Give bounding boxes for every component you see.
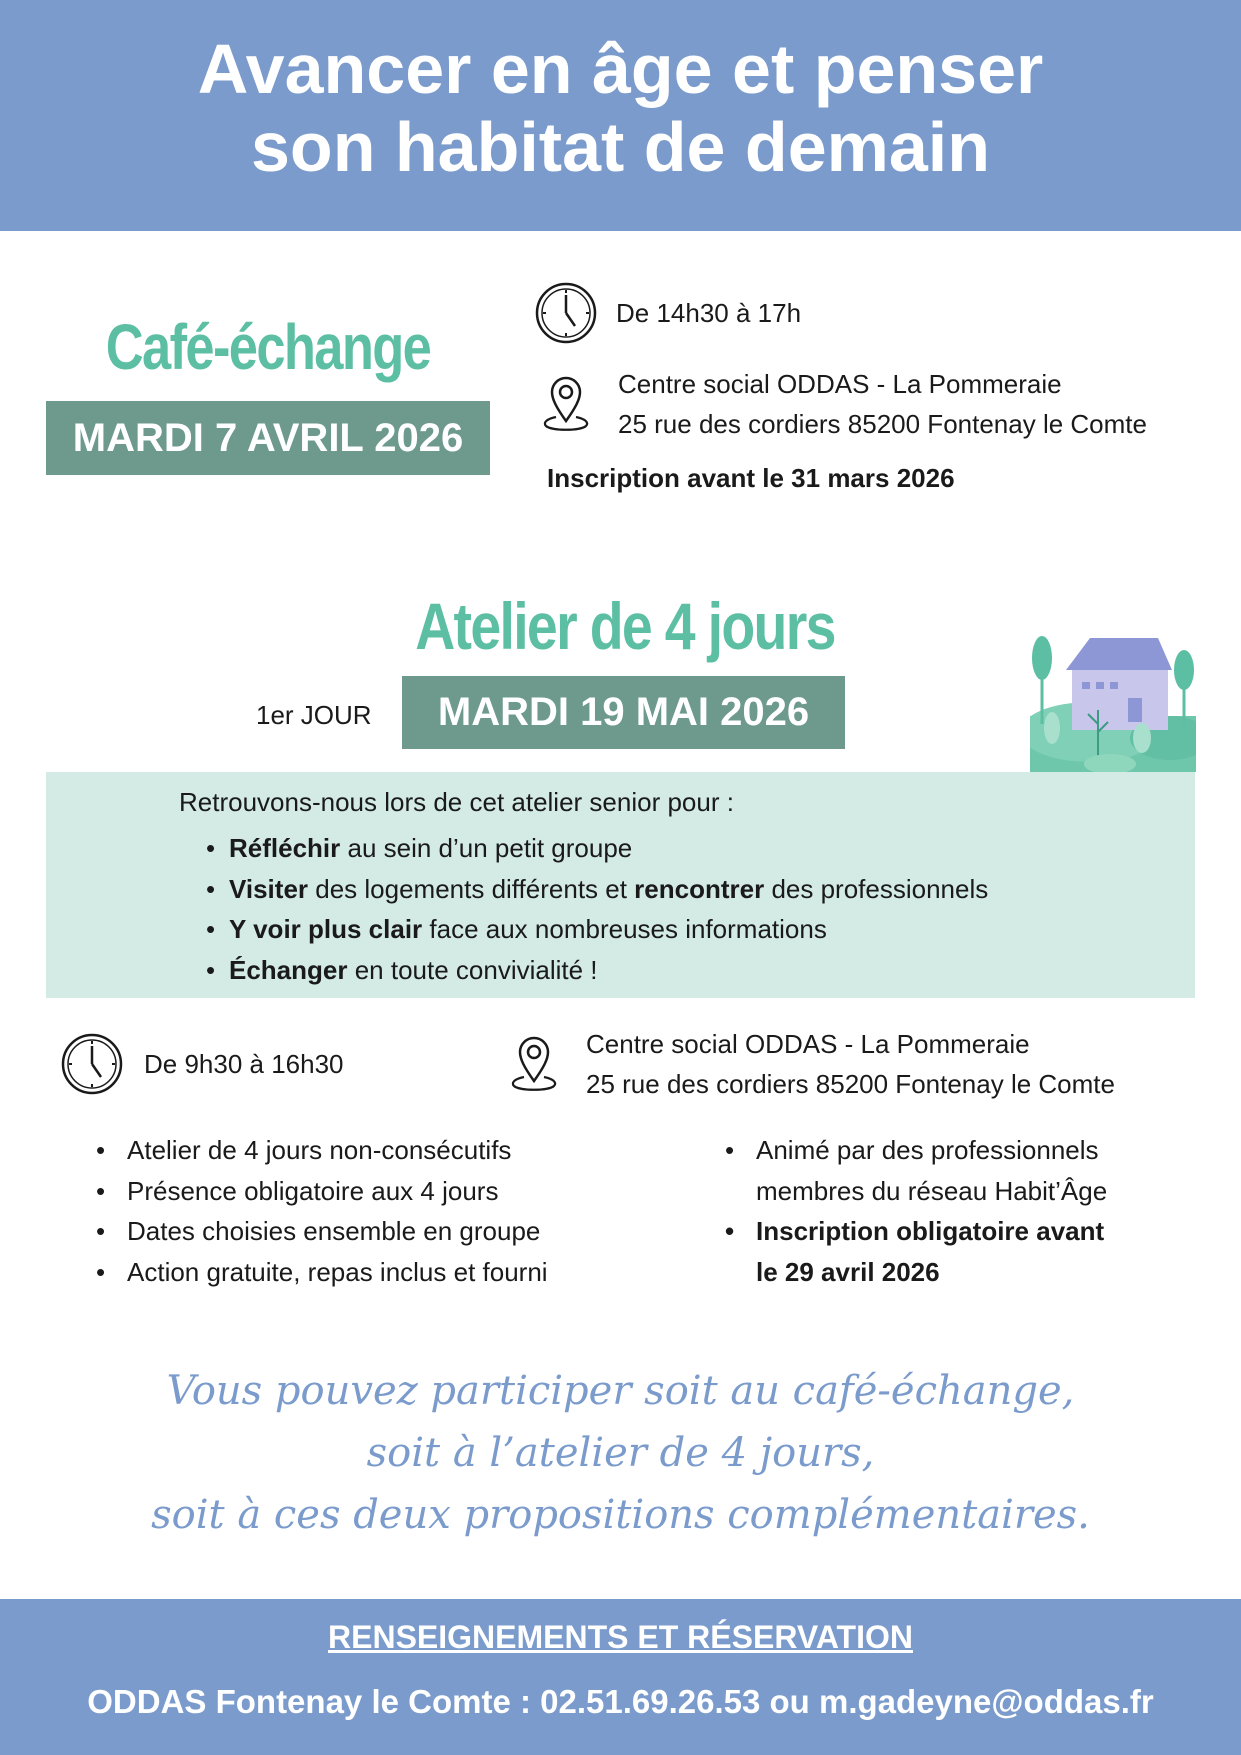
cafe-address-line-2: 25 rue des cordiers 85200 Fontenay le Comte bbox=[618, 409, 1147, 439]
cafe-address bbox=[618, 364, 1147, 444]
closing-line-3: soit à ces deux propositions complémentaires. bbox=[151, 1492, 1090, 1538]
atelier-details-list bbox=[96, 1130, 548, 1292]
footer-banner bbox=[0, 1599, 1241, 1755]
atelier-goals-list bbox=[206, 828, 988, 990]
house-illustration-icon bbox=[1030, 620, 1196, 772]
atelier-date-badge: MARDI 19 MAI 2026 bbox=[402, 676, 845, 749]
list-item: • Y voir plus clair face aux nombreuses informations bbox=[206, 909, 988, 950]
location-pin-icon bbox=[508, 1033, 560, 1093]
first-day-label: 1er JOUR bbox=[256, 700, 372, 730]
atelier-info-list bbox=[725, 1130, 1165, 1292]
list-item: • Dates choisies ensemble en groupe bbox=[96, 1211, 548, 1252]
footer-contact: ODDAS Fontenay le Comte : 02.51.69.26.53 ou m.gadeyne@oddas.fr bbox=[87, 1683, 1154, 1720]
title-line-2: son habitat de demain bbox=[251, 108, 990, 186]
list-item: • Atelier de 4 jours non-consécutifs bbox=[96, 1130, 548, 1171]
cafe-title: Café-échange bbox=[105, 311, 431, 383]
closing-line-2: soit à l’atelier de 4 jours, bbox=[366, 1430, 875, 1476]
footer-heading: RENSEIGNEMENTS ET RÉSERVATION bbox=[328, 1619, 913, 1655]
header-banner bbox=[0, 0, 1241, 231]
cafe-address-line-1: Centre social ODDAS - La Pommeraie bbox=[618, 369, 1062, 399]
location-pin-icon bbox=[540, 373, 592, 433]
clock-icon bbox=[535, 282, 597, 344]
atelier-address-line-1: Centre social ODDAS - La Pommeraie bbox=[586, 1029, 1030, 1059]
page-title bbox=[0, 30, 1241, 186]
list-item: • Animé par des professionnels membres du réseau Habit’Âge bbox=[725, 1130, 1165, 1211]
atelier-time: De 9h30 à 16h30 bbox=[144, 1049, 344, 1079]
title-line-1: Avancer en âge et penser bbox=[197, 30, 1044, 108]
list-item: • Visiter des logements différents et rencontrer des professionnels bbox=[206, 869, 988, 910]
clock-icon bbox=[61, 1033, 123, 1095]
closing-message bbox=[0, 1360, 1241, 1546]
cafe-time: De 14h30 à 17h bbox=[616, 298, 802, 328]
cafe-deadline: Inscription avant le 31 mars 2026 bbox=[547, 463, 955, 493]
atelier-address-line-2: 25 rue des cordiers 85200 Fontenay le Comte bbox=[586, 1069, 1115, 1099]
cafe-date-badge: MARDI 7 AVRIL 2026 bbox=[46, 401, 490, 475]
registration-deadline: • Inscription obligatoire avant le 29 avril 2026 bbox=[725, 1211, 1165, 1292]
list-item: • Réfléchir au sein d’un petit groupe bbox=[206, 828, 988, 869]
atelier-intro-text: Retrouvons-nous lors de cet atelier senior pour : bbox=[179, 787, 734, 817]
list-item: • Échanger en toute convivialité ! bbox=[206, 950, 988, 991]
closing-line-1: Vous pouvez participer soit au café-échange, bbox=[166, 1368, 1075, 1414]
list-item: • Présence obligatoire aux 4 jours bbox=[96, 1171, 548, 1212]
atelier-title: Atelier de 4 jours bbox=[415, 589, 835, 663]
list-item: • Action gratuite, repas inclus et fourni bbox=[96, 1252, 548, 1293]
atelier-address bbox=[586, 1024, 1115, 1104]
